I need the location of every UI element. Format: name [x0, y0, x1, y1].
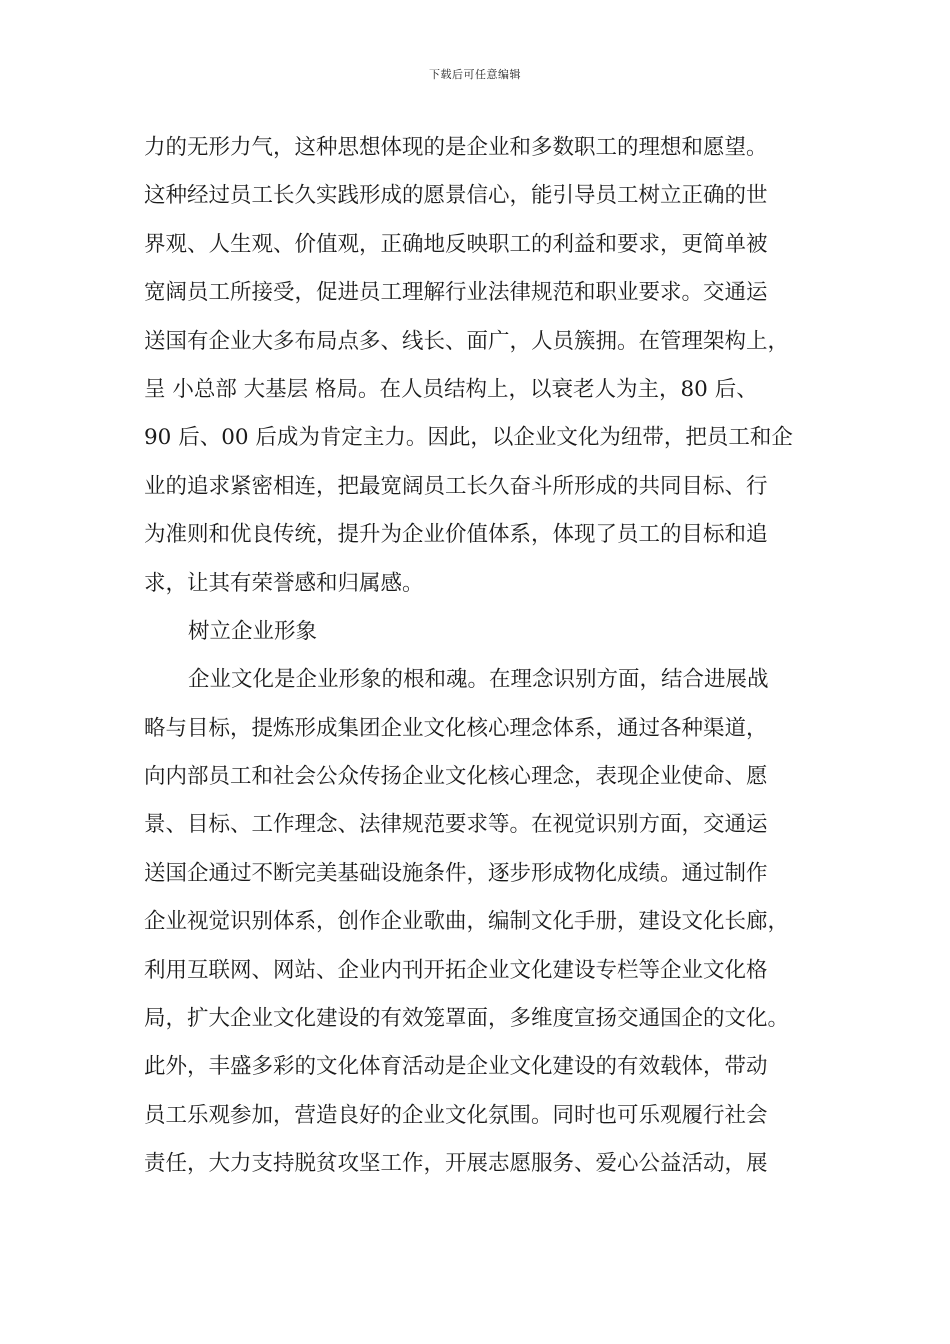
paragraph-line: 企业视觉识别体系，创作企业歌曲，编制文化手册，建设文化长廊，: [144, 909, 790, 935]
paragraph-line: 为准则和优良传统，提升为企业价值体系，体现了员工的目标和追: [144, 522, 768, 548]
paragraph-line: 此外，丰盛多彩的文化体育活动是企业文化建设的有效载体，带动: [144, 1054, 768, 1080]
paragraph-line: 向内部员工和社会公众传扬企业文化核心理念，表现企业使命、愿: [144, 764, 768, 790]
paragraph-line: 送国企通过不断完美基础设施条件，逐步形成物化成绩。通过制作: [144, 860, 768, 886]
paragraph-line-indented: 树立企业形象: [188, 618, 318, 644]
paragraph-line: 员工乐观参加，营造良好的企业文化氛围。同时也可乐观履行社会: [144, 1102, 768, 1128]
paragraph-line: 宽阔员工所接受，促进员工理解行业法律规范和职业要求。交通运: [144, 280, 768, 306]
paragraph-line: 局，扩大企业文化建设的有效笼罩面，多维度宣扬交通国企的文化。: [144, 1006, 790, 1032]
paragraph-line: 90 后、00 后成为肯定主力。因此，以企业文化为纽带，把员工和企: [144, 425, 793, 451]
paragraph-line: 力的无形力气，这种思想体现的是企业和多数职工的理想和愿望。: [144, 135, 768, 160]
paragraph-line: 这种经过员工长久实践形成的愿景信心，能引导员工树立正确的世: [144, 183, 768, 209]
document-body: [144, 133, 824, 1198]
paragraph-line: 呈 小总部 大基层 格局。在人员结构上，以衰老人为主，80 后、: [144, 376, 758, 402]
paragraph-line: 界观、人生观、价值观，正确地反映职工的利益和要求，更简单被: [144, 231, 768, 257]
paragraph-line: 景、目标、工作理念、法律规范要求等。在视觉识别方面，交通运: [144, 812, 768, 838]
page-header: 下载后可任意编辑: [429, 68, 521, 81]
paragraph-line: 责任，大力支持脱贫攻坚工作，开展志愿服务、爱心公益活动，展: [144, 1151, 768, 1177]
paragraph-line: 业的追求紧密相连，把最宽阔员工长久奋斗所形成的共同目标、行: [144, 473, 768, 499]
paragraph-line: 略与目标，提炼形成集团企业文化核心理念体系，通过各种渠道，: [144, 715, 768, 741]
paragraph-line: 利用互联网、网站、企业内刊开拓企业文化建设专栏等企业文化格: [144, 957, 768, 983]
paragraph-line: 送国有企业大多布局点多、线长、面广，人员簇拥。在管理架构上，: [144, 328, 790, 354]
paragraph-line: 求，让其有荣誉感和归属感。: [144, 570, 424, 596]
paragraph-line-indented: 企业文化是企业形象的根和魂。在理念识别方面，结合进展战: [188, 667, 769, 693]
